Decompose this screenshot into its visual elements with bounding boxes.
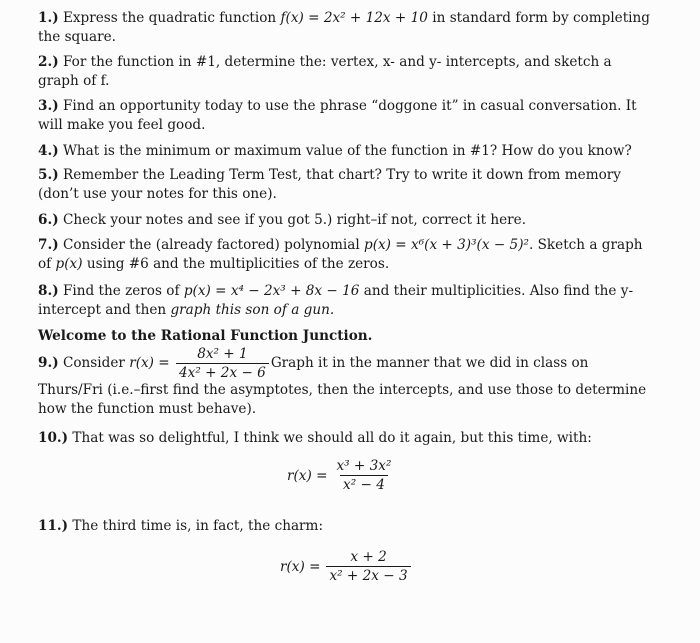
problem-number: 2.): [38, 54, 59, 70]
problem-4: [38, 142, 653, 161]
problem-11: [38, 517, 653, 536]
problem-number: 5.): [38, 167, 59, 183]
problem-number: 10.): [38, 430, 69, 446]
problem-8: [38, 282, 653, 320]
numerator: 8x² + 1: [197, 346, 248, 362]
problem-text: For the function in #1, determine the: vertex, x- and y- intercepts, and sketch a graph of f.: [38, 54, 612, 89]
denominator: x² + 2x − 3: [326, 566, 410, 584]
problem-text: Find the zeros of: [62, 283, 180, 299]
math-expression: r(x) =: [129, 355, 170, 371]
problem-number: 9.): [38, 355, 59, 371]
problem-text-italic: graph this son of a gun.: [170, 302, 335, 318]
problem-number: 4.): [38, 143, 59, 159]
problem-10: [38, 429, 653, 448]
math-expression: f(x) = 2x² + 12x + 10: [280, 10, 428, 26]
display-equation-10: [287, 458, 396, 493]
problem-7: [38, 236, 653, 274]
problem-number: 8.): [38, 283, 59, 299]
problem-6: [38, 211, 653, 230]
section-heading: Welcome to the Rational Function Junction.: [38, 328, 373, 344]
math-expression: r(x) =: [280, 558, 321, 575]
problem-number: 3.): [38, 98, 59, 114]
problem-text: . Sketch a graph of: [38, 237, 643, 272]
problem-number: 11.): [38, 518, 69, 534]
fraction: [333, 458, 394, 493]
problem-text: The third time is, in fact, the charm:: [72, 518, 324, 534]
problem-text: Graph it in the manner that we did in class on Thurs/Fri (i.e.–first find the asymptotes, then the intercepts, and use those to determine how the function must behave).: [38, 355, 647, 417]
problem-text: That was so delightful, I think we should all do it again, but this time, with:: [72, 430, 592, 446]
numerator: x³ + 3x²: [336, 458, 392, 474]
problem-3: [38, 97, 653, 135]
denominator: 4x² + 2x − 6: [176, 363, 269, 381]
fraction: [326, 549, 410, 584]
problem-9: [38, 346, 653, 419]
problem-text: What is the minimum or maximum value of the function in #1? How do you know?: [62, 143, 632, 159]
problem-number: 1.): [38, 10, 59, 26]
numerator: x + 2: [350, 549, 387, 565]
problem-1: [38, 9, 653, 47]
problem-text: in standard form by completing the square.: [38, 10, 650, 45]
denominator: x² − 4: [340, 475, 388, 493]
math-expression: p(x): [55, 256, 83, 272]
math-expression: p(x) = x⁴ − 2x³ + 8x − 16: [183, 283, 360, 299]
problem-text: Consider the (already factored) polynomial: [62, 237, 360, 253]
problem-number: 6.): [38, 212, 59, 228]
problem-text: using #6 and the multiplicities of the zeros.: [86, 256, 390, 272]
problem-text: Remember the Leading Term Test, that chart? Try to write it down from memory (don’t use your notes for this one).: [38, 167, 621, 202]
math-expression: p(x) = x⁶(x + 3)³(x − 5)²: [364, 237, 529, 253]
problem-text: Find an opportunity today to use the phrase “doggone it” in casual conversation. It will make you feel good.: [38, 98, 637, 133]
math-expression: r(x) =: [287, 467, 328, 484]
problem-text: and their multiplicities. Also find the y-intercept and then: [38, 283, 634, 318]
fraction: [176, 346, 269, 381]
problem-5: [38, 166, 653, 204]
problem-text: Check your notes and see if you got 5.) right–if not, correct it here.: [62, 212, 527, 228]
problem-2: [38, 53, 653, 91]
display-equation-11: [280, 549, 413, 584]
problem-text: Express the quadratic function: [62, 10, 277, 26]
problem-number: 7.): [38, 237, 59, 253]
problem-text: Consider: [62, 355, 125, 371]
